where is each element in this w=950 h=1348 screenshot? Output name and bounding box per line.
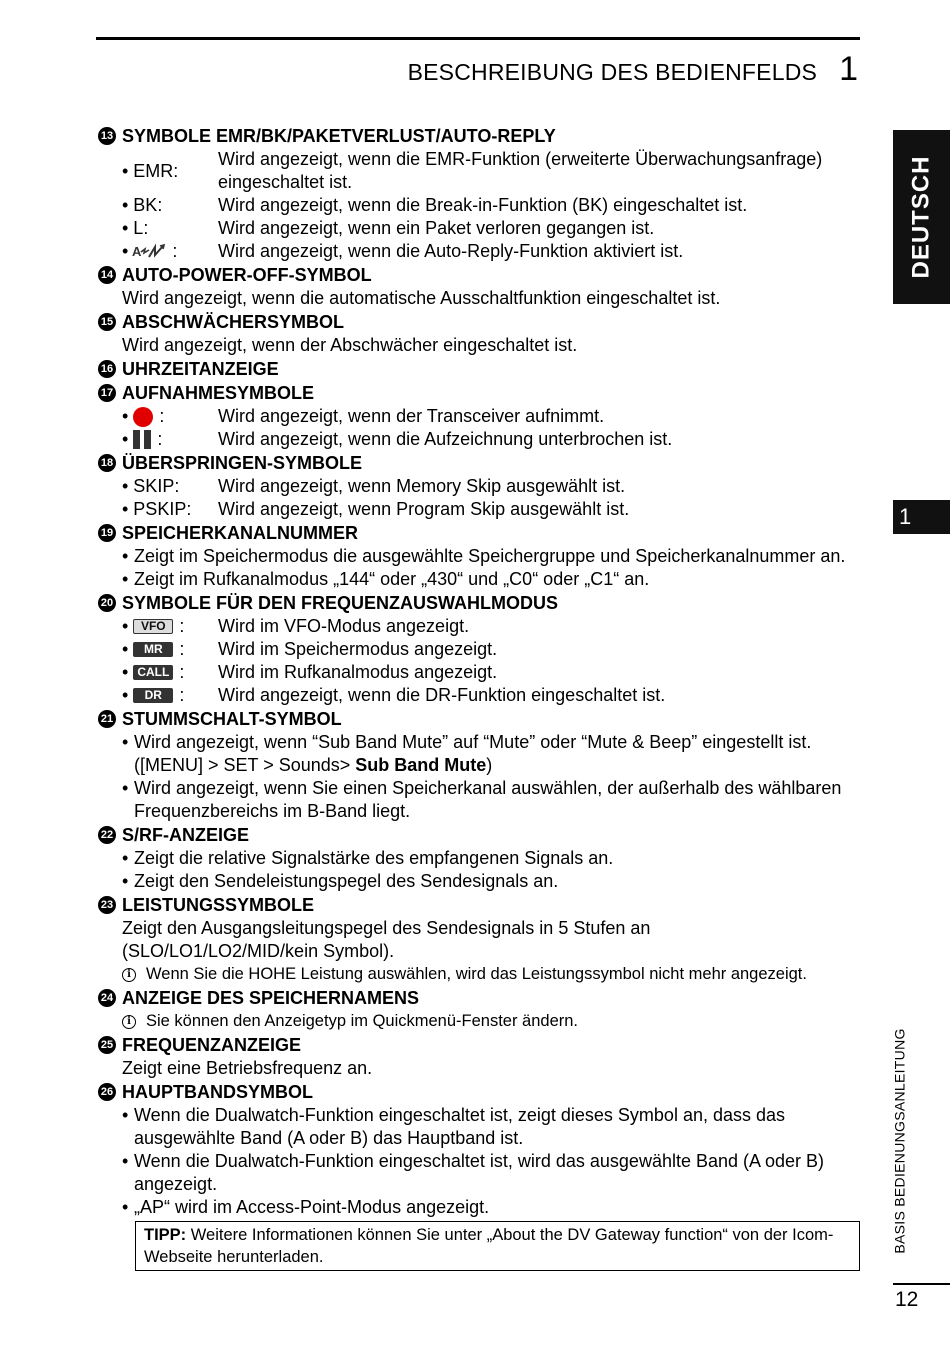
section-number: 24 — [98, 989, 116, 1007]
item-key: • PSKIP: — [122, 499, 192, 519]
item-text: Wird angezeigt, wenn die DR-Funktion eingeschaltet ist. — [218, 685, 666, 705]
section-number: 16 — [98, 360, 116, 378]
section-number: 18 — [98, 454, 116, 472]
tip-text: Weitere Informationen können Sie unter „About the DV Gateway function“ von der Icom-Webseite herunterladen. — [144, 1226, 834, 1266]
item-text: Wird angezeigt, wenn der Transceiver aufnimmt. — [218, 406, 605, 426]
list-item — [122, 475, 860, 498]
list-item: • Wenn die Dualwatch-Funktion eingeschaltet ist, zeigt dieses Symbol an, dass das ausgewählte Band (A oder B) das Hauptband ist. — [98, 1104, 860, 1150]
list-item: • Zeigt die relative Signalstärke des empfangenen Signals an. — [98, 847, 860, 870]
list-item: • DR : Wird angezeigt, wenn die DR-Funktion eingeschaltet ist. — [122, 684, 860, 707]
section-20-body — [98, 615, 860, 707]
auto-reply-icon — [132, 243, 170, 261]
section-24-heading — [98, 986, 860, 1010]
item-text: Wird angezeigt, wenn Sie einen Speicherkanal auswählen, der außerhalb des wählbaren Frequenzbereichs im B-Band liegt. — [134, 778, 842, 821]
section-14-heading — [98, 263, 860, 287]
top-rule — [96, 37, 860, 40]
section-21-heading — [98, 707, 860, 731]
section-22-heading — [98, 823, 860, 847]
section-title: ABSCHWÄCHERSYMBOL — [122, 311, 344, 332]
section-13-body — [98, 148, 860, 263]
item-text: Zeigt die relative Signalstärke des empfangenen Signals an. — [134, 848, 614, 868]
svg-text:A: A — [132, 243, 142, 259]
item-key: • A : — [122, 241, 178, 261]
menu-item-name: Sub Band Mute — [355, 755, 487, 775]
language-tab-label: DEUTSCH — [907, 155, 935, 279]
section-title: AUTO-POWER-OFF-SYMBOL — [122, 264, 372, 285]
section-number: 15 — [98, 313, 116, 331]
section-number: 25 — [98, 1036, 116, 1054]
item-bullet: • — [122, 241, 129, 261]
list-item — [122, 498, 860, 521]
note-text: Sie können den Anzeigetyp im Quickmenü-Fenster ändern. — [146, 1012, 578, 1030]
section-25-text: Zeigt eine Betriebsfrequenz an. — [122, 1058, 373, 1078]
vfo-badge-icon: VFO — [133, 619, 173, 634]
section-number: 20 — [98, 594, 116, 612]
item-text: Wird angezeigt, wenn Memory Skip ausgewählt ist. — [218, 476, 626, 496]
manual-footer-label: BASIS BEDIENUNGSANLEITUNG — [891, 1028, 908, 1254]
section-number: 17 — [98, 384, 116, 402]
list-item: • CALL : Wird im Rufkanalmodus angezeigt. — [122, 661, 860, 684]
section-23-text: Zeigt den Ausgangsleitungspegel des Sendesignals in 5 Stufen an (SLO/LO1/LO2/MID/kein Symbol). — [122, 918, 651, 961]
list-item — [122, 240, 860, 263]
item-text: Wird angezeigt, wenn ein Paket verloren gegangen ist. — [218, 218, 655, 238]
section-number: 19 — [98, 524, 116, 542]
item-text: Wird angezeigt, wenn “Sub Band Mute” auf “Mute” oder “Mute & Beep” eingestellt ist. ([MENU] > SET > Sounds> — [134, 732, 812, 775]
item-text: Zeigt im Rufkanalmodus „144“ oder „430“ und „C0“ oder „C1“ an. — [134, 569, 650, 589]
section-title: S/RF-ANZEIGE — [122, 824, 250, 845]
manual-footer — [877, 1018, 922, 1264]
item-text: Wird angezeigt, wenn Program Skip ausgewählt ist. — [218, 499, 630, 519]
list-item: • Wird angezeigt, wenn Sie einen Speicherkanal auswählen, der außerhalb des wählbaren Frequenzbereichs im B-Band liegt. — [98, 777, 860, 823]
list-item: • : Wird angezeigt, wenn die Aufzeichnung unterbrochen ist. — [122, 428, 860, 451]
note — [98, 963, 860, 986]
item-text: Zeigt den Sendeleistungspegel des Sendesignals an. — [134, 871, 559, 891]
item-text: Zeigt im Speichermodus die ausgewählte Speichergruppe und Speicherkanalnummer an. — [134, 546, 846, 566]
section-25-heading — [98, 1033, 860, 1057]
note-text: Wenn Sie die HOHE Leistung auswählen, wird das Leistungssymbol nicht mehr angezeigt. — [146, 965, 807, 983]
mr-badge-icon: MR — [133, 642, 173, 657]
section-15-text: Wird angezeigt, wenn der Abschwächer eingeschaltet ist. — [122, 335, 578, 355]
chapter-tab: 1 — [893, 500, 950, 534]
section-18-heading — [98, 451, 860, 475]
list-item: • VFO : Wird im VFO-Modus angezeigt. — [122, 615, 860, 638]
item-text: Wird im Rufkanalmodus angezeigt. — [218, 662, 498, 682]
section-title: AUFNAHMESYMBOLE — [122, 382, 314, 403]
list-item: • „AP“ wird im Access-Point-Modus angezeigt. — [98, 1196, 860, 1219]
page-number: 12 — [895, 1288, 919, 1311]
section-14-text: Wird angezeigt, wenn die automatische Ausschaltfunktion eingeschaltet ist. — [122, 288, 721, 308]
header-title: BESCHREIBUNG DES BEDIENFELDS — [407, 59, 818, 85]
item-text: Wird im VFO-Modus angezeigt. — [218, 616, 470, 636]
section-number: 21 — [98, 710, 116, 728]
section-title: UHRZEITANZEIGE — [122, 358, 279, 379]
section-23-heading — [98, 893, 860, 917]
section-title: LEISTUNGSSYMBOLE — [122, 894, 315, 915]
info-icon: i — [122, 968, 136, 982]
tip-box — [135, 1221, 860, 1271]
language-tab — [893, 130, 950, 304]
section-number: 13 — [98, 127, 116, 145]
pause-icon — [133, 430, 151, 449]
section-title: SPEICHERKANALNUMMER — [122, 522, 359, 543]
section-number: 26 — [98, 1083, 116, 1101]
item-text: Wird im Speichermodus angezeigt. — [218, 639, 498, 659]
item-text: ) — [486, 755, 493, 775]
tip-label: TIPP: — [144, 1226, 187, 1244]
section-17-body — [98, 405, 860, 451]
section-title: ÜBERSPRINGEN-SYMBOLE — [122, 452, 363, 473]
section-13-heading — [98, 124, 860, 148]
item-text: Wird angezeigt, wenn die Break-in-Funktion (BK) eingeschaltet ist. — [218, 195, 748, 215]
call-badge-icon: CALL — [133, 665, 173, 680]
header-chapter-number: 1 — [839, 50, 858, 88]
record-icon — [133, 407, 153, 427]
list-item: • Zeigt im Speichermodus die ausgewählte Speichergruppe und Speicherkanalnummer an. — [98, 545, 860, 568]
item-text: „AP“ wird im Access-Point-Modus angezeigt. — [134, 1197, 490, 1217]
info-icon: i — [122, 1015, 136, 1029]
section-20-heading — [98, 591, 860, 615]
section-16-heading — [98, 357, 860, 381]
note — [98, 1010, 860, 1033]
list-item: • Zeigt den Sendeleistungspegel des Sendesignals an. — [98, 870, 860, 893]
list-item: • Wenn die Dualwatch-Funktion eingeschaltet ist, wird das ausgewählte Band (A oder B) angezeigt. — [98, 1150, 860, 1196]
section-number: 14 — [98, 266, 116, 284]
section-number: 23 — [98, 896, 116, 914]
item-key: • L: — [122, 218, 149, 238]
section-26-heading — [98, 1080, 860, 1104]
list-item — [122, 217, 860, 240]
content — [98, 124, 860, 1271]
section-number: 22 — [98, 826, 116, 844]
section-19-heading — [98, 521, 860, 545]
list-item — [122, 148, 860, 194]
list-item: • Zeigt im Rufkanalmodus „144“ oder „430“ und „C0“ oder „C1“ an. — [98, 568, 860, 591]
list-item: • Wird angezeigt, wenn “Sub Band Mute” auf “Mute” oder “Mute & Beep” eingestellt ist. ([MENU] > SET > Sounds> Sub Band Mute) — [122, 732, 812, 775]
item-key: • BK: — [122, 195, 163, 215]
section-title: HAUPTBANDSYMBOL — [122, 1081, 313, 1102]
page-number-rule — [893, 1283, 950, 1285]
item-text: Wird angezeigt, wenn die Aufzeichnung unterbrochen ist. — [218, 429, 673, 449]
item-text: Wenn die Dualwatch-Funktion eingeschaltet ist, wird das ausgewählte Band (A oder B) angezeigt. — [134, 1151, 825, 1194]
section-title: SYMBOLE EMR/BK/PAKETVERLUST/AUTO-REPLY — [122, 125, 556, 146]
section-title: STUMMSCHALT-SYMBOL — [122, 708, 342, 729]
list-item — [122, 194, 860, 217]
item-text: Wird angezeigt, wenn die EMR-Funktion (erweiterte Überwachungsanfrage) eingeschaltet ist. — [218, 149, 823, 192]
section-18-body — [98, 475, 860, 521]
item-text: Wird angezeigt, wenn die Auto-Reply-Funktion aktiviert ist. — [218, 241, 684, 261]
section-title: SYMBOLE FÜR DEN FREQUENZAUSWAHLMODUS — [122, 592, 558, 613]
section-title: ANZEIGE DES SPEICHERNAMENS — [122, 987, 420, 1008]
page-header — [408, 50, 858, 89]
dr-badge-icon: DR — [133, 688, 173, 703]
item-key: • SKIP: — [122, 476, 180, 496]
list-item: • : Wird angezeigt, wenn der Transceiver aufnimmt. — [122, 405, 860, 428]
list-item: • MR : Wird im Speichermodus angezeigt. — [122, 638, 860, 661]
section-title: FREQUENZANZEIGE — [122, 1034, 302, 1055]
section-17-heading — [98, 381, 860, 405]
item-text: Wenn die Dualwatch-Funktion eingeschaltet ist, zeigt dieses Symbol an, dass das ausgewählte Band (A oder B) das Hauptband ist. — [134, 1105, 786, 1148]
item-key: • EMR: — [122, 160, 179, 181]
section-15-heading — [98, 310, 860, 334]
